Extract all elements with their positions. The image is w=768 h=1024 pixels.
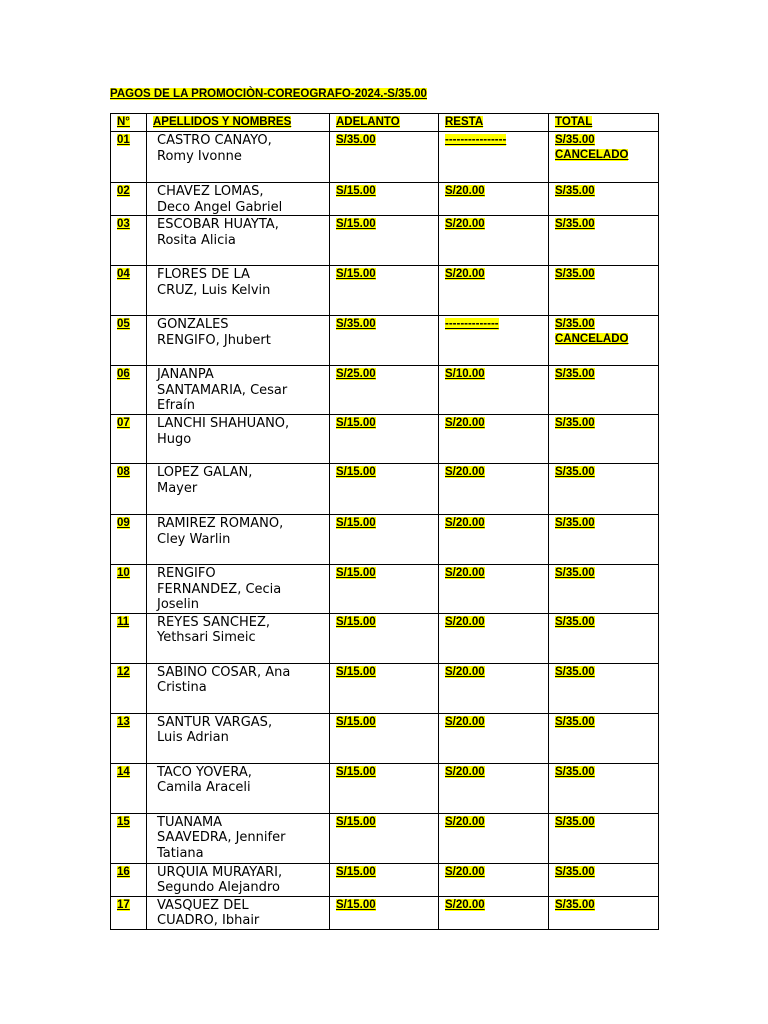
student-name-cell	[147, 515, 330, 565]
payment-status: CANCELADO	[555, 149, 629, 161]
student-name-line: CASTRO CANAYO,	[157, 133, 272, 148]
row-number-cell	[111, 183, 147, 216]
row-number-cell	[111, 316, 147, 366]
table-row	[111, 565, 659, 614]
document-title-text: PAGOS DE LA PROMOCIÒN-COREOGRAFO-2024.-S/35.00	[110, 88, 427, 100]
advance-cell	[330, 366, 439, 415]
row-number: 07	[117, 417, 130, 429]
advance-cell	[330, 415, 439, 464]
remaining-amount: S/20.00	[445, 567, 485, 579]
student-name-cell	[147, 863, 330, 896]
row-number: 11	[117, 615, 130, 628]
column-header-name-label: APELLIDOS Y NOMBRES	[153, 116, 292, 128]
student-name-line: Efraín	[157, 398, 195, 413]
student-name-cell	[147, 565, 330, 614]
remaining-cell	[439, 663, 549, 713]
student-name-line: CHAVEZ LOMAS,	[157, 184, 264, 199]
row-number: 14	[117, 765, 130, 778]
advance-amount: S/15.00	[336, 218, 376, 230]
column-header-name	[147, 114, 330, 132]
total-cell	[549, 663, 659, 713]
student-name-line: Romy Ivonne	[157, 148, 242, 164]
student-name-line: LANCHI SHAHUANO,	[157, 416, 290, 431]
table-row	[111, 266, 659, 316]
table-row	[111, 366, 659, 415]
row-number-cell	[111, 132, 147, 183]
student-name-cell	[147, 266, 330, 316]
payment-status: CANCELADO	[555, 333, 629, 345]
student-name-cell	[147, 132, 330, 183]
advance-amount: S/15.00	[336, 185, 376, 197]
total-amount: S/35.00	[555, 665, 595, 678]
row-number-cell	[111, 366, 147, 415]
student-name-line: Tatiana	[157, 845, 204, 861]
remaining-amount: S/20.00	[445, 815, 485, 828]
total-cell	[549, 183, 659, 216]
remaining-amount: S/20.00	[445, 865, 485, 878]
row-number-cell	[111, 565, 147, 614]
row-number-cell	[111, 813, 147, 863]
student-name-line: Yethsari Simeic	[157, 630, 256, 645]
student-name-line: Cristina	[157, 680, 207, 695]
total-amount: S/35.00	[555, 218, 595, 230]
student-name-line: FLORES DE LA	[157, 267, 250, 282]
advance-cell	[330, 515, 439, 565]
remaining-cell	[439, 132, 549, 183]
advance-cell	[330, 896, 439, 929]
student-name-line: REYES SANCHEZ,	[157, 614, 271, 630]
remaining-amount: S/20.00	[445, 218, 485, 230]
row-number: 04	[117, 268, 130, 280]
advance-amount: S/15.00	[336, 615, 376, 628]
row-number: 17	[117, 898, 130, 911]
total-amount: S/35.00	[555, 567, 595, 579]
table-row	[111, 464, 659, 515]
row-number-cell	[111, 266, 147, 316]
column-header-advance-label: ADELANTO	[336, 116, 400, 128]
remaining-cell	[439, 863, 549, 896]
student-name-line: GONZALES	[157, 317, 229, 332]
remaining-amount: S/20.00	[445, 765, 485, 778]
total-cell	[549, 763, 659, 813]
remaining-amount: S/20.00	[445, 466, 485, 478]
row-number: 12	[117, 665, 130, 678]
advance-amount: S/15.00	[336, 417, 376, 429]
student-name-cell	[147, 896, 330, 929]
advance-cell	[330, 183, 439, 216]
advance-amount: S/15.00	[336, 466, 376, 478]
remaining-amount: ----------------	[445, 134, 507, 146]
remaining-amount: S/20.00	[445, 898, 485, 911]
advance-amount: S/15.00	[336, 865, 376, 878]
advance-amount: S/35.00	[336, 134, 376, 146]
advance-cell	[330, 216, 439, 266]
total-cell	[549, 132, 659, 183]
student-name-line: ESCOBAR HUAYTA,	[157, 217, 279, 232]
student-name-line: Segundo Alejandro	[157, 880, 280, 895]
student-name-cell	[147, 613, 330, 663]
remaining-amount: S/20.00	[445, 417, 485, 429]
student-name-line: Deco Angel Gabriel	[157, 199, 283, 215]
student-name-line: Hugo	[157, 431, 192, 447]
student-name-line: JANANPA	[157, 367, 214, 382]
row-number: 03	[117, 218, 130, 230]
advance-cell	[330, 863, 439, 896]
student-name-line: Mayer	[157, 480, 198, 496]
table-row	[111, 863, 659, 896]
student-name-line: TACO YOVERA,	[157, 764, 252, 780]
advance-amount: S/25.00	[336, 368, 376, 380]
table-row	[111, 515, 659, 565]
payments-table	[110, 113, 659, 930]
column-header-remaining-label: RESTA	[445, 116, 484, 128]
total-cell	[549, 863, 659, 896]
student-name-line: Luis Adrian	[157, 730, 229, 745]
remaining-cell	[439, 713, 549, 763]
student-name-line: RENGIFO	[157, 566, 216, 581]
student-name-line: CUADRO, Ibhair	[157, 913, 260, 928]
remaining-cell	[439, 316, 549, 366]
row-number-cell	[111, 613, 147, 663]
student-name-line: RAMIREZ ROMANO,	[157, 516, 284, 531]
student-name-cell	[147, 763, 330, 813]
student-name-line: SABINO COSAR, Ana	[157, 664, 291, 680]
total-amount: S/35.00	[555, 185, 595, 197]
advance-amount: S/15.00	[336, 715, 376, 728]
advance-amount: S/15.00	[336, 665, 376, 678]
table-row	[111, 713, 659, 763]
total-cell	[549, 515, 659, 565]
advance-amount: S/15.00	[336, 898, 376, 911]
column-header-number-label: N°	[117, 116, 130, 128]
remaining-amount: S/20.00	[445, 715, 485, 728]
total-amount: S/35.00	[555, 715, 595, 728]
remaining-cell	[439, 813, 549, 863]
row-number: 09	[117, 517, 130, 529]
student-name-line: SANTAMARIA, Cesar	[157, 382, 288, 398]
total-amount: S/35.00	[555, 517, 595, 529]
table-row	[111, 613, 659, 663]
row-number: 13	[117, 715, 130, 728]
remaining-cell	[439, 613, 549, 663]
remaining-amount: S/20.00	[445, 268, 485, 280]
total-amount: S/35.00	[555, 417, 595, 429]
advance-amount: S/35.00	[336, 318, 376, 330]
row-number-cell	[111, 896, 147, 929]
student-name-line: Rosita Alicia	[157, 232, 236, 248]
student-name-line: URQUIA MURAYARI,	[157, 864, 283, 880]
remaining-cell	[439, 366, 549, 415]
table-row	[111, 216, 659, 266]
total-amount: S/35.00	[555, 134, 595, 146]
remaining-cell	[439, 183, 549, 216]
total-cell	[549, 316, 659, 366]
document-title	[110, 87, 427, 101]
total-cell	[549, 366, 659, 415]
table-row	[111, 663, 659, 713]
row-number-cell	[111, 763, 147, 813]
student-name-line: Camila Araceli	[157, 780, 251, 795]
advance-amount: S/15.00	[336, 268, 376, 280]
remaining-amount: S/20.00	[445, 665, 485, 678]
student-name-line: VASQUEZ DEL	[157, 897, 249, 913]
column-header-number	[111, 114, 147, 132]
total-cell	[549, 565, 659, 614]
remaining-cell	[439, 266, 549, 316]
advance-cell	[330, 132, 439, 183]
row-number: 05	[117, 318, 130, 330]
table-row	[111, 316, 659, 366]
student-name-cell	[147, 415, 330, 464]
column-header-total-label: TOTAL	[555, 116, 593, 128]
row-number-cell	[111, 663, 147, 713]
advance-amount: S/15.00	[336, 815, 376, 828]
table-row	[111, 183, 659, 216]
student-name-cell	[147, 216, 330, 266]
row-number: 06	[117, 368, 130, 380]
advance-cell	[330, 763, 439, 813]
total-amount: S/35.00	[555, 368, 595, 380]
advance-amount: S/15.00	[336, 567, 376, 579]
total-cell	[549, 713, 659, 763]
table-row	[111, 132, 659, 183]
row-number: 01	[117, 134, 130, 146]
row-number-cell	[111, 415, 147, 464]
remaining-cell	[439, 415, 549, 464]
student-name-cell	[147, 813, 330, 863]
advance-amount: S/15.00	[336, 765, 376, 778]
student-name-cell	[147, 713, 330, 763]
row-number: 02	[117, 185, 130, 197]
advance-cell	[330, 663, 439, 713]
total-cell	[549, 464, 659, 515]
advance-amount: S/15.00	[336, 517, 376, 529]
advance-cell	[330, 316, 439, 366]
total-cell	[549, 813, 659, 863]
total-amount: S/35.00	[555, 268, 595, 280]
advance-cell	[330, 613, 439, 663]
student-name-cell	[147, 663, 330, 713]
row-number-cell	[111, 863, 147, 896]
student-name-cell	[147, 464, 330, 515]
total-cell	[549, 613, 659, 663]
total-cell	[549, 896, 659, 929]
total-amount: S/35.00	[555, 865, 595, 878]
row-number-cell	[111, 515, 147, 565]
total-cell	[549, 266, 659, 316]
remaining-cell	[439, 565, 549, 614]
table-body	[111, 132, 659, 930]
student-name-cell	[147, 183, 330, 216]
column-header-total	[549, 114, 659, 132]
remaining-amount: S/20.00	[445, 185, 485, 197]
advance-cell	[330, 565, 439, 614]
table-row	[111, 415, 659, 464]
remaining-cell	[439, 216, 549, 266]
student-name-cell	[147, 316, 330, 366]
total-cell	[549, 216, 659, 266]
student-name-line: Joselin	[157, 597, 200, 612]
total-amount: S/35.00	[555, 318, 595, 330]
student-name-line: LOPEZ GALAN,	[157, 465, 253, 480]
remaining-cell	[439, 896, 549, 929]
student-name-line: RENGIFO, Jhubert	[157, 332, 271, 348]
student-name-line: Cley Warlin	[157, 531, 231, 547]
student-name-line: CRUZ, Luis Kelvin	[157, 282, 271, 298]
remaining-amount: S/10.00	[445, 368, 485, 380]
table-header-row	[111, 114, 659, 132]
remaining-amount: S/20.00	[445, 517, 485, 529]
student-name-line: SAAVEDRA, Jennifer	[157, 830, 286, 845]
total-amount: S/35.00	[555, 466, 595, 478]
row-number-cell	[111, 713, 147, 763]
remaining-amount: --------------	[445, 318, 499, 330]
table-row	[111, 896, 659, 929]
row-number: 10	[117, 567, 130, 579]
total-cell	[549, 415, 659, 464]
student-name-line: SANTUR VARGAS,	[157, 714, 273, 730]
row-number-cell	[111, 464, 147, 515]
remaining-cell	[439, 464, 549, 515]
student-name-line: TUANAMA	[157, 814, 223, 830]
column-header-remaining	[439, 114, 549, 132]
advance-cell	[330, 813, 439, 863]
row-number-cell	[111, 216, 147, 266]
advance-cell	[330, 464, 439, 515]
row-number: 08	[117, 466, 130, 478]
total-amount: S/35.00	[555, 815, 595, 828]
row-number: 16	[117, 865, 130, 878]
table-row	[111, 763, 659, 813]
student-name-line: FERNANDEZ, Cecia	[157, 581, 282, 597]
column-header-advance	[330, 114, 439, 132]
advance-cell	[330, 713, 439, 763]
row-number: 15	[117, 815, 130, 828]
student-name-cell	[147, 366, 330, 415]
total-amount: S/35.00	[555, 615, 595, 628]
remaining-cell	[439, 763, 549, 813]
total-amount: S/35.00	[555, 765, 595, 778]
total-amount: S/35.00	[555, 898, 595, 911]
table-row	[111, 813, 659, 863]
remaining-cell	[439, 515, 549, 565]
remaining-amount: S/20.00	[445, 615, 485, 628]
advance-cell	[330, 266, 439, 316]
